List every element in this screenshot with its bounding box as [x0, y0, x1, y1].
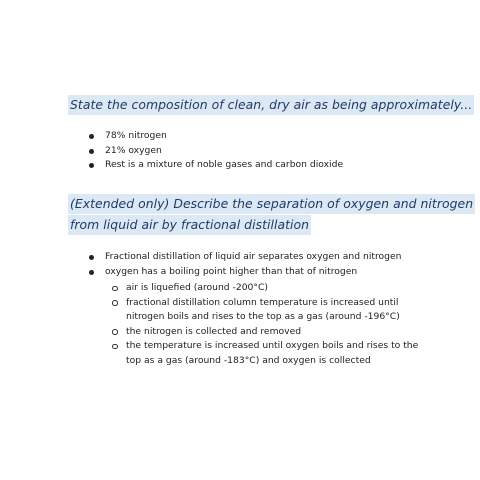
list-item: Rest is a mixture of noble gases and carbon dioxide: [89, 158, 343, 173]
section-heading-composition: State the composition of clean, dry air as being approximately...: [68, 95, 474, 115]
sub-list-item-text: fractional distillation column temperature is increased until: [126, 296, 399, 308]
sub-list-item-text: the temperature is increased until oxygen boils and rises to the: [126, 340, 419, 351]
separation-list: [89, 250, 401, 279]
sub-list-item: [112, 281, 418, 296]
sub-list-item-text: air is liquefied (around -200°C): [126, 282, 268, 293]
sub-list-item-text: the nitrogen is collected and removed: [126, 325, 302, 337]
list-item: 78% nitrogen: [89, 129, 343, 144]
section-heading-separation-line1: (Extended only) Describe the separation of oxygen and nitrogen: [68, 194, 475, 214]
sub-list-item: [112, 325, 418, 340]
list-item: Fractional distillation of liquid air separates oxygen and nitrogen: [89, 250, 401, 265]
sub-list-item-text-continued: top as a gas (around -183°C) and oxygen is collected: [126, 354, 371, 366]
sub-list-item: [112, 339, 418, 368]
composition-list: [89, 129, 343, 173]
list-item: oxygen has a boiling point higher than that of nitrogen: [89, 265, 401, 280]
sub-list-item: [112, 296, 418, 325]
list-item: 21% oxygen: [89, 144, 343, 159]
separation-steps-list: [112, 281, 418, 368]
sub-list-item-text-continued: nitrogen boils and rises to the top as a gas (around -196°C): [126, 311, 400, 322]
section-heading-separation-line2: from liquid air by fractional distillation: [68, 215, 311, 235]
